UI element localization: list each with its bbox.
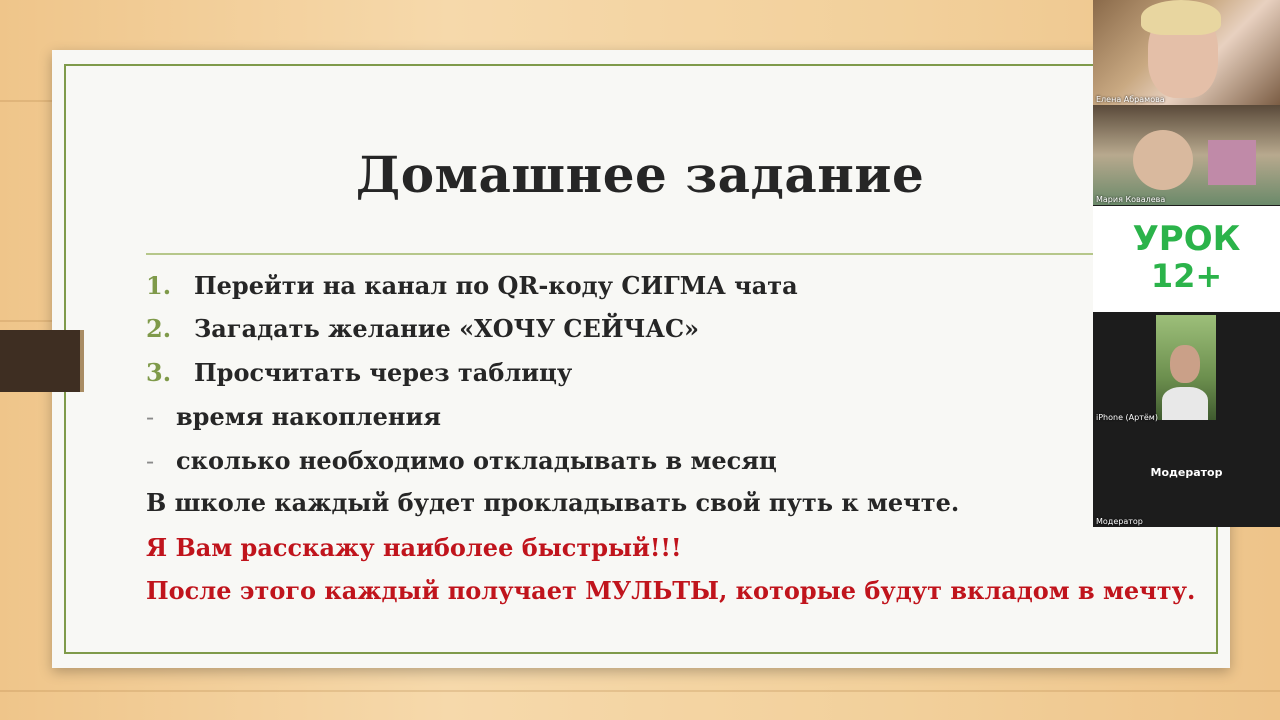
list-number: 2. bbox=[146, 314, 172, 343]
sub-item bbox=[146, 446, 777, 475]
participant-name: Модератор bbox=[1096, 517, 1143, 526]
highlight-text: Я Вам расскажу наиболее быстрый!!! bbox=[146, 533, 682, 562]
sub-item-text: время накопления bbox=[176, 402, 441, 431]
dash-bullet: - bbox=[146, 403, 155, 431]
badge-line2: 12+ bbox=[1150, 257, 1223, 295]
participant-name: Мария Ковалева bbox=[1096, 195, 1166, 204]
title-divider bbox=[146, 253, 1096, 255]
highlight-text: После этого каждый получает МУЛЬТЫ, которые будут вкладом в мечту. bbox=[146, 576, 1196, 605]
list-number: 3. bbox=[146, 358, 172, 387]
list-text: Загадать желание «ХОЧУ СЕЙЧАС» bbox=[194, 314, 700, 343]
list-item bbox=[146, 358, 572, 387]
participant-name: Елена Абрамова bbox=[1096, 95, 1165, 104]
participant-name: iPhone (Артём) bbox=[1096, 413, 1158, 422]
paragraph-text: В школе каждый будет прокладывать свой путь к мечте. bbox=[146, 488, 960, 517]
list-text: Перейти на канал по QR-коду СИГМА чата bbox=[194, 271, 798, 300]
participant-video bbox=[1156, 315, 1216, 420]
slide-title: Домашнее задание bbox=[355, 145, 925, 204]
participant-tile[interactable] bbox=[1093, 0, 1280, 105]
participant-hair bbox=[1141, 0, 1221, 35]
moderator-center-name: Модератор bbox=[1150, 466, 1223, 479]
participant-tile[interactable] bbox=[1093, 105, 1280, 205]
list-item bbox=[146, 271, 798, 300]
dash-bullet: - bbox=[146, 447, 155, 475]
list-text: Просчитать через таблицу bbox=[194, 358, 573, 387]
list-item bbox=[146, 314, 699, 343]
participant-video bbox=[1133, 130, 1193, 190]
sub-item-text: сколько необходимо откладывать в месяц bbox=[176, 446, 777, 475]
participant-tile[interactable] bbox=[1093, 315, 1280, 423]
lesson-badge bbox=[1093, 206, 1280, 312]
badge-line1: УРОК bbox=[1132, 219, 1241, 259]
list-number: 1. bbox=[146, 271, 172, 300]
slide-bookmark-decoration bbox=[0, 330, 84, 392]
sub-item bbox=[146, 402, 441, 431]
participant-background bbox=[1208, 140, 1256, 185]
